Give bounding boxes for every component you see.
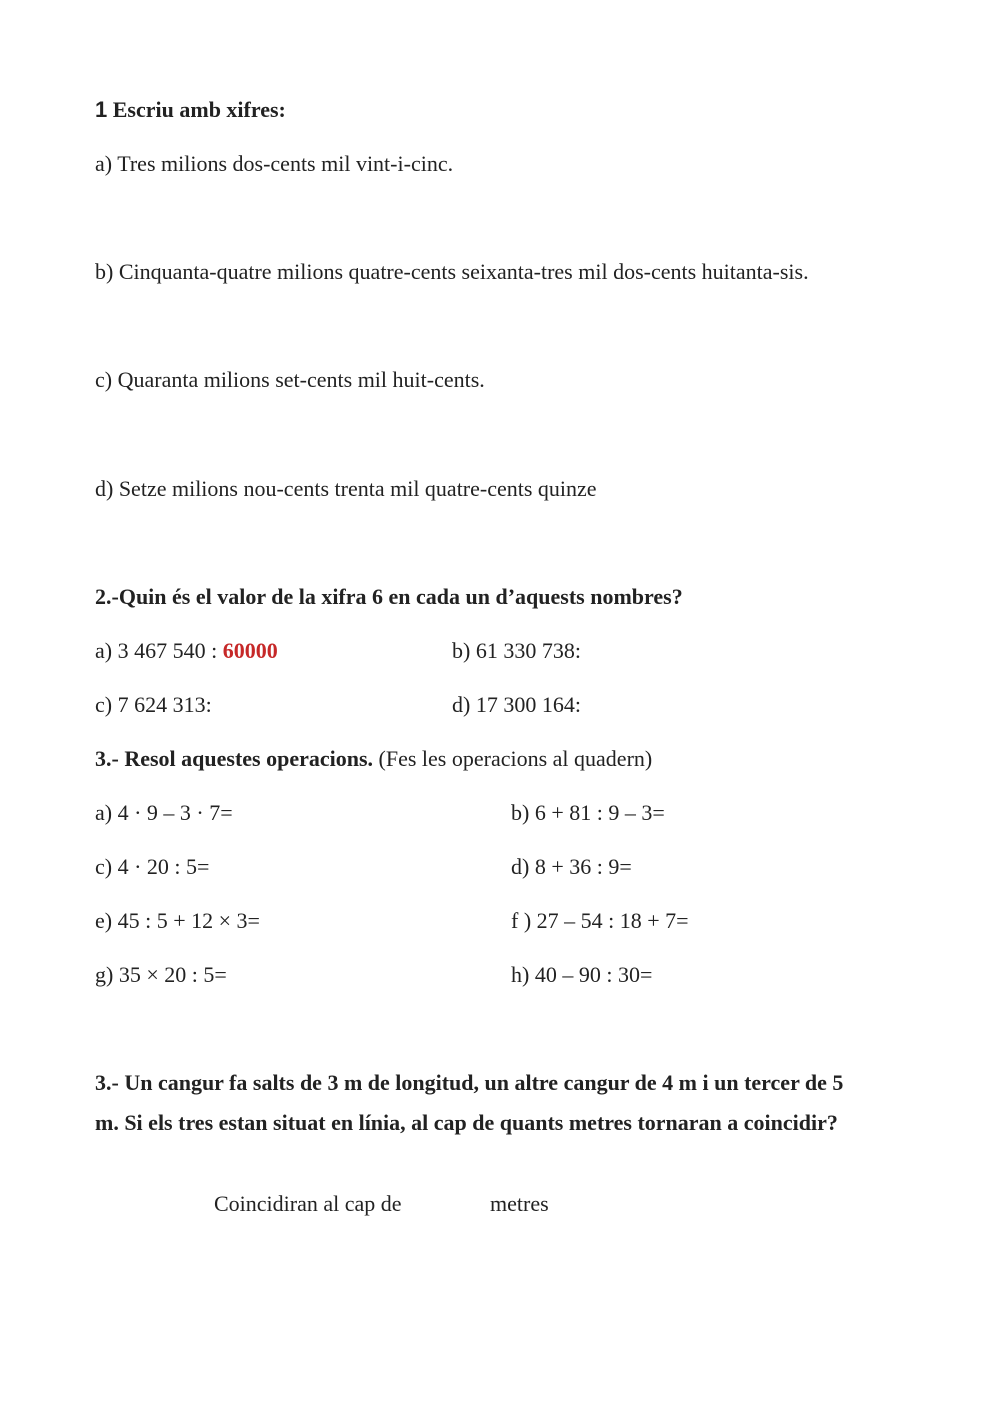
ex1-item-a: a) Tres milions dos-cents mil vint-i-cinc. xyxy=(95,151,454,176)
ex4-answer-blank[interactable] xyxy=(420,1190,490,1218)
ex1-item-b: b) Cinquanta-quatre milions quatre-cents seixanta-tres mil dos-cents huitanta-sis. xyxy=(95,259,809,284)
ex3-op-d: d) 8 + 36 : 9= xyxy=(511,854,632,879)
ex3-op-a: a) 4 · 9 – 3 · 7= xyxy=(95,800,233,825)
ex1-number: 1 xyxy=(95,97,108,122)
ex4-answer-prefix: Coincidiran al cap de xyxy=(214,1191,402,1216)
ex3-note: (Fes les operacions al quadern) xyxy=(378,746,653,771)
ex2-title: 2.-Quin és el valor de la xifra 6 en cada un d’aquests nombres? xyxy=(95,584,683,609)
ex2-item-b: b) 61 330 738: xyxy=(452,638,581,663)
ex1-item-d: d) Setze milions nou-cents trenta mil quatre-cents quinze xyxy=(95,476,597,501)
ex2-item-d: d) 17 300 164: xyxy=(452,692,581,717)
ex2-item-a-answer[interactable]: 60000 xyxy=(222,638,278,663)
ex3-op-b: b) 6 + 81 : 9 – 3= xyxy=(511,800,665,825)
ex3-op-e: e) 45 : 5 + 12 × 3= xyxy=(95,908,260,933)
ex3-title: 3.- Resol aquestes operacions. xyxy=(95,746,374,771)
ex1-item-c: c) Quaranta milions set-cents mil huit-cents. xyxy=(95,367,485,392)
ex1-title: Escriu amb xifres: xyxy=(112,97,286,122)
ex2-item-c: c) 7 624 313: xyxy=(95,692,212,717)
ex2-item-a-label: a) 3 467 540 : xyxy=(95,638,218,663)
ex3-op-g: g) 35 × 20 : 5= xyxy=(95,962,227,987)
ex4-problem-line-1: 3.- Un cangur fa salts de 3 m de longitud, un altre cangur de 4 m i un tercer de 5 xyxy=(95,1070,844,1095)
ex3-op-f: f ) 27 – 54 : 18 + 7= xyxy=(511,908,689,933)
ex3-op-h: h) 40 – 90 : 30= xyxy=(511,962,653,987)
ex2-item-a xyxy=(95,637,278,665)
ex3-heading xyxy=(95,745,652,773)
ex4-answer-suffix: metres xyxy=(490,1191,549,1216)
ex4-problem-line-2: m. Si els tres estan situat en línia, al cap de quants metres tornaran a coincidir? xyxy=(95,1110,838,1135)
ex1-heading xyxy=(95,96,286,124)
ex3-op-c: c) 4 · 20 : 5= xyxy=(95,854,210,879)
